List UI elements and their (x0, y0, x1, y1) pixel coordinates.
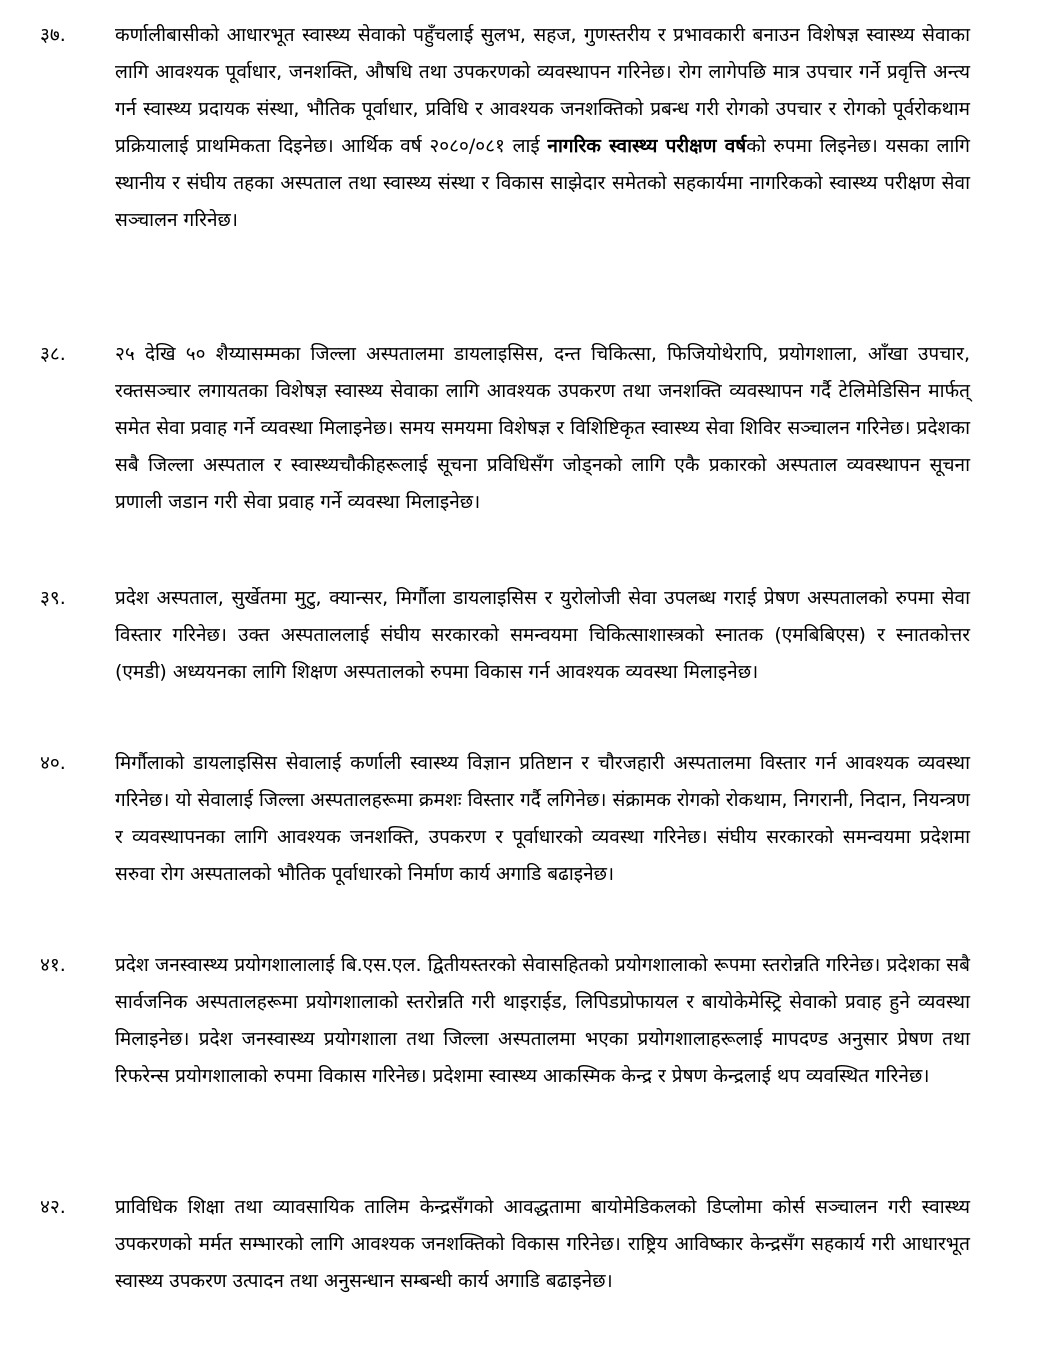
paragraph-number: ३८. (40, 343, 66, 365)
paragraph-number: ३७. (40, 24, 66, 46)
bold-phrase: नागरिक स्वास्थ्य परीक्षण वर्ष (547, 135, 747, 157)
paragraph-text: २५ देखि ५० शैय्यासम्मका जिल्ला अस्पतालमा डायलाइसिस, दन्त चिकित्सा, फिजियोथेरापि, प्रयोगशाला, आँखा उपचार, रक्तसञ्चार लगायतका विशेषज्ञ स्वास्थ्य सेवाका लागि आवश्यक उपकरण तथा जनशक्ति व्यवस्थापन गर्दै टेलिमेडिसिन मार्फत् समेत सेवा प्रवाह गर्ने व्यवस्था मिलाइनेछ। समय समयमा विशेषज्ञ र विशिष्टिकृत स्वास्थ्य सेवा शिविर सञ्चालन गरिनेछ। प्रदेशका सबै जिल्ला अस्पताल र स्वास्थ्यचौकीहरूलाई सूचना प्रविधिसँग जोड्नको लागि एकै प्रकारको अस्पताल व्यवस्थापन सूचना प्रणाली जडान गरी सेवा प्रवाह गर्ने व्यवस्था मिलाइनेछ। (115, 343, 970, 513)
paragraph-text (115, 17, 970, 239)
paragraph-number: ४२. (40, 1196, 66, 1218)
paragraph-number: ३९. (40, 587, 66, 609)
paragraph-number: ४०. (40, 752, 66, 774)
paragraph-text-part: कर्णालीबासीको आधारभूत स्वास्थ्य सेवाको पहुँचलाई सुलभ, सहज, गुणस्तरीय र प्रभावकारी बनाउन विशेषज्ञ स्वास्थ्य सेवाका लागि आवश्यक पूर्वाधार, जनशक्ति, औषधि तथा उपकरणको व्यवस्थापन गरिनेछ। रोग लागेपछि मात्र उपचार गर्ने प्रवृत्ति अन्त्य गर्न स्वास्थ्य प्रदायक संस्था, भौतिक पूर्वाधार, प्रविधि र आवश्यक जनशक्तिको प्रबन्ध गरी रोगको उपचार र रोगको पूर्वरोकथाम प्रक्रियालाई प्राथमिकता दिइनेछ। आर्थिक वर्ष २०८०/०८१ लाई (115, 24, 970, 157)
paragraph-text: प्रदेश जनस्वास्थ्य प्रयोगशालालाई बि.एस.एल. द्वितीयस्तरको सेवासहितको प्रयोगशालाको रूपमा स्तरोन्नति गरिनेछ। प्रदेशका सबै सार्वजनिक अस्पतालहरूमा प्रयोगशालाको स्तरोन्नति गरी थाइराईड, लिपिडप्रोफायल र बायोकेमेस्ट्रि सेवाको प्रवाह हुने व्यवस्था मिलाइनेछ। प्रदेश जनस्वास्थ्य प्रयोगशाला तथा जिल्ला अस्पतालमा भएका प्रयोगशालाहरूलाई मापदण्ड अनुसार प्रेषण तथा रिफरेन्स प्रयोगशालाको रुपमा विकास गरिनेछ। प्रदेशमा स्वास्थ्य आकस्मिक केन्द्र र प्रेषण केन्द्रलाई थप व्यवस्थित गरिनेछ। (115, 954, 970, 1087)
paragraph-text: प्रदेश अस्पताल, सुर्खेतमा मुटु, क्यान्सर, मिर्गौला डायलाइसिस र युरोलोजी सेवा उपलब्ध गराई प्रेषण अस्पतालको रुपमा सेवा विस्तार गरिनेछ। उक्त अस्पताललाई संघीय सरकारको समन्वयमा चिकित्साशास्त्रको स्नातक (एमबिबिएस) र स्नातकोत्तर (एमडी) अध्ययनका लागि शिक्षण अस्पतालको रुपमा विकास गर्न आवश्यक व्यवस्था मिलाइनेछ। (115, 587, 970, 683)
paragraph-number: ४१. (40, 954, 66, 976)
paragraph-text: मिर्गौलाको डायलाइसिस सेवालाई कर्णाली स्वास्थ्य विज्ञान प्रतिष्टान र चौरजहारी अस्पतालमा विस्तार गर्न आवश्यक व्यवस्था गरिनेछ। यो सेवालाई जिल्ला अस्पतालहरूमा क्रमशः विस्तार गर्दै लगिनेछ। संक्रामक रोगको रोकथाम, निगरानी, निदान, नियन्त्रण र व्यवस्थापनका लागि आवश्यक जनशक्ति, उपकरण र पूर्वाधारको व्यवस्था गरिनेछ। संघीय सरकारको समन्वयमा प्रदेशमा सरुवा रोग अस्पतालको भौतिक पूर्वाधारको निर्माण कार्य अगाडि बढाइनेछ। (115, 752, 970, 885)
paragraph-text-part: को रुपमा लिइनेछ। यसका लागि स्थानीय र संघीय तहका अस्पताल तथा स्वास्थ्य संस्था र विकास साझेदार समेतको सहकार्यमा नागरिकको स्वास्थ्य परीक्षण सेवा सञ्चालन गरिनेछ। (115, 135, 970, 231)
paragraph-text: प्राविधिक शिक्षा तथा व्यावसायिक तालिम केन्द्रसँगको आवद्धतामा बायोमेडिकलको डिप्लोमा कोर्स सञ्चालन गरी स्वास्थ्य उपकरणको मर्मत सम्भारको लागि आवश्यक जनशक्तिको विकास गरिनेछ। राष्ट्रिय आविष्कार केन्द्रसँग सहकार्य गरी आधारभूत स्वास्थ्य उपकरण उत्पादन तथा अनुसन्धान सम्बन्धी कार्य अगाडि बढाइनेछ। (115, 1196, 970, 1292)
